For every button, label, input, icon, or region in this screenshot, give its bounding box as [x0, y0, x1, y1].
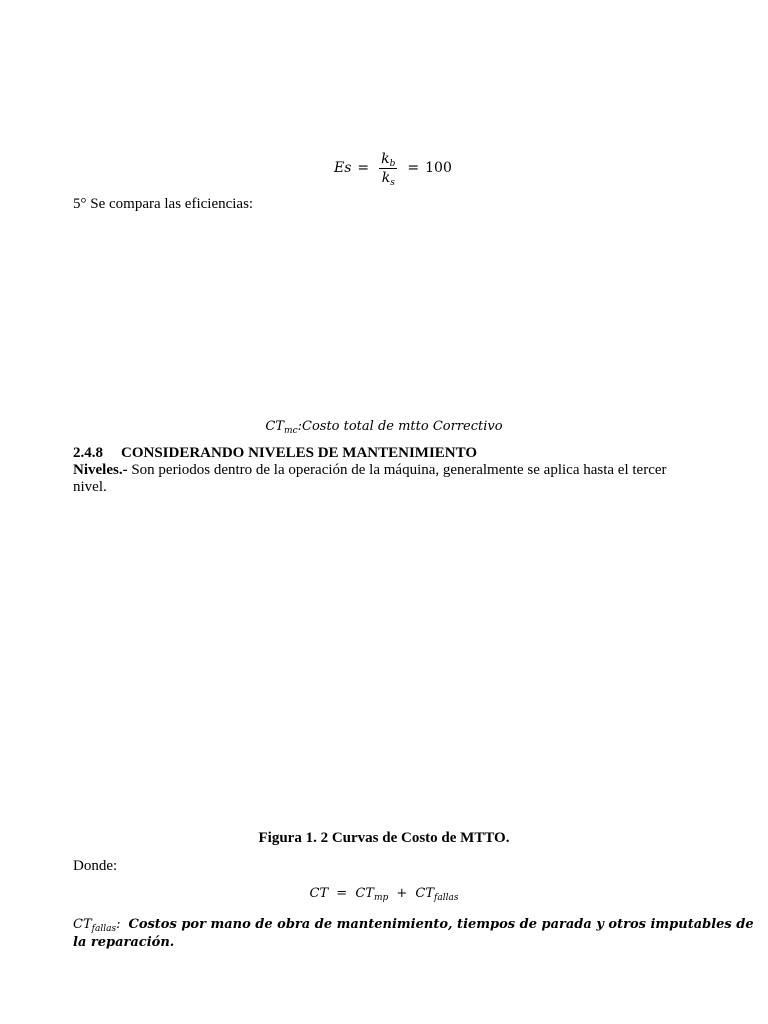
ctfallas-subscript: fallas	[91, 924, 117, 934]
figure-caption: Figura 1. 2 Curvas de Costo de MTTO.	[258, 830, 510, 846]
ctfallas-colon: :	[116, 917, 121, 932]
ctmc-subscript: mc	[284, 426, 298, 436]
numerator-subscript: b	[389, 158, 396, 169]
ct-mp-subscript: mp	[373, 893, 389, 903]
niveles-term: Niveles.-	[73, 462, 128, 478]
denominator-base: k	[381, 169, 391, 186]
blank-region-2	[73, 505, 695, 825]
ctfallas-line1: Costos por mano de obra de mantenimiento, tiempos de parada y otros imputables de	[128, 917, 754, 932]
ctfallas-definition	[73, 916, 754, 952]
ct-fallas-subscript: fallas	[434, 893, 459, 903]
section-title: CONSIDERANDO NIVELES DE MANTENIMIENTO	[121, 445, 478, 461]
ct-lhs: CT	[309, 886, 329, 901]
efficiency-equation	[334, 148, 452, 188]
efficiency-fraction	[379, 151, 397, 186]
eq-equals: =	[357, 160, 370, 176]
step5-paragraph: 5° Se compara las eficiencias:	[73, 196, 254, 212]
ctfallas-line2: la reparación.	[73, 935, 175, 950]
fraction-numerator	[379, 151, 397, 169]
ct-mp-base: CT	[355, 886, 374, 901]
niveles-line1: Son periodos dentro de la operación de la máquina, generalmente se aplica hasta el tercer	[127, 462, 667, 478]
section-number: 2.4.8	[73, 445, 103, 461]
ct-plus: +	[396, 886, 408, 901]
numerator-base: k	[381, 150, 390, 167]
fraction-denominator	[380, 169, 397, 186]
ctmc-base: CT	[265, 419, 285, 434]
ctmc-definition	[0, 418, 768, 436]
ct-fallas-base: CT	[415, 886, 435, 901]
eq-equals-2: =	[407, 160, 420, 176]
ctfallas-base: CT	[73, 917, 92, 932]
niveles-line2: nivel.	[73, 479, 107, 495]
eq-rhs: 100	[425, 160, 452, 176]
eq-lhs: Es	[334, 160, 352, 176]
total-cost-equation	[0, 885, 768, 903]
donde-label: Donde:	[73, 858, 118, 874]
niveles-paragraph	[73, 462, 695, 496]
section-heading	[73, 445, 477, 462]
denominator-subscript: s	[390, 177, 395, 188]
blank-region-1	[73, 220, 695, 410]
ct-equals: =	[336, 886, 348, 901]
ctmc-text: :Costo total de mtto Correctivo	[297, 419, 503, 434]
